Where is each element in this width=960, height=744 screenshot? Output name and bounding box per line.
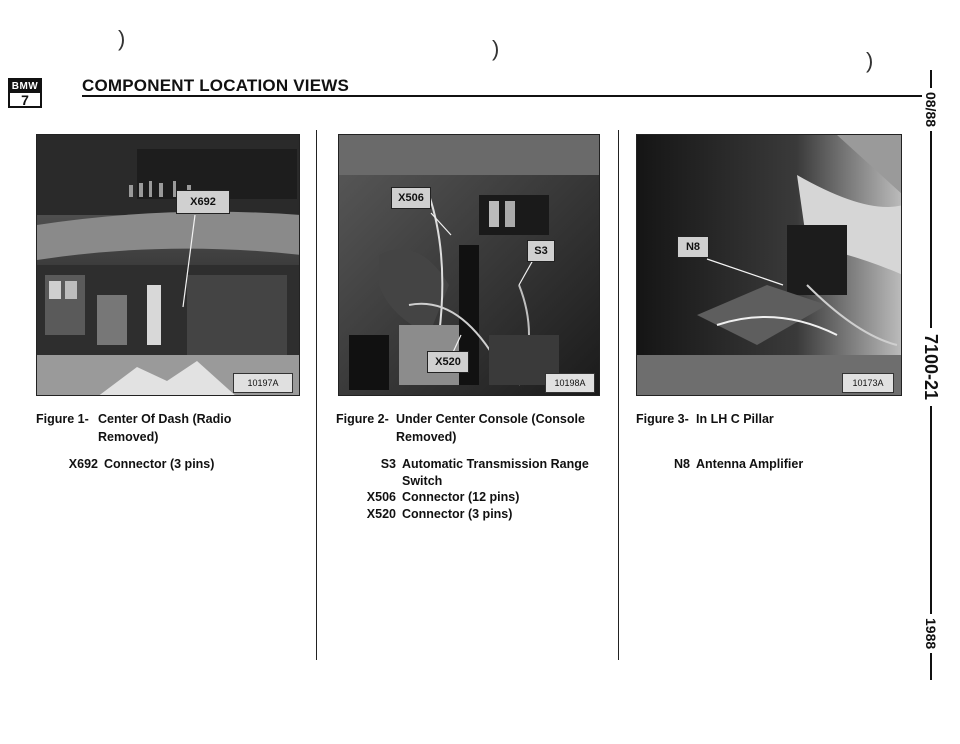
- figure-3-legend: [636, 456, 906, 473]
- legend-item: [336, 489, 616, 506]
- legend-desc: Switch: [402, 473, 443, 488]
- column-divider: [316, 130, 317, 660]
- legend-code: X506: [366, 490, 396, 504]
- logo-brand: BMW: [11, 81, 39, 92]
- legend-desc: Automatic Transmission Range: [402, 457, 589, 471]
- figure-2-caption: [336, 410, 616, 446]
- figure-1-legend: [36, 456, 306, 473]
- callout-x692: X692: [176, 190, 230, 214]
- figure-number: Figure 2-: [336, 412, 389, 426]
- caption-line: Removed): [98, 430, 159, 444]
- figure-2-photo: [338, 134, 600, 396]
- caption-line: Removed): [396, 430, 457, 444]
- scan-mark: ): [866, 48, 874, 73]
- caption-line: Under Center Console (Console: [396, 412, 585, 426]
- legend-code: S3: [380, 457, 396, 471]
- callout-n8: N8: [677, 236, 709, 258]
- figure-1-photo: [36, 134, 300, 396]
- margin-year: 1988: [922, 614, 940, 653]
- caption-line: In LH C Pillar: [696, 412, 774, 426]
- figure-3-photo: [636, 134, 902, 396]
- figure-3-caption: [636, 410, 906, 428]
- figure-number: Figure 3-: [636, 412, 689, 426]
- pillar-photo-illustration: [637, 135, 902, 396]
- console-photo-illustration: [339, 135, 600, 396]
- logo-series: 7: [21, 92, 29, 108]
- dash-photo-illustration: [37, 135, 300, 396]
- bmw-7-logo: [8, 78, 42, 108]
- photo-id-10173a: 10173A: [842, 373, 894, 393]
- legend-code: X520: [366, 506, 396, 521]
- page-title: COMPONENT LOCATION VIEWS: [82, 76, 350, 95]
- header-rule: [82, 95, 922, 97]
- scan-mark: ): [492, 36, 500, 61]
- legend-code: N8: [674, 457, 690, 471]
- margin-page-ref: 7100-21: [920, 328, 941, 406]
- column-divider: [618, 130, 619, 660]
- photo-id-10198a: 10198A: [545, 373, 595, 393]
- legend-code: X692: [68, 457, 98, 471]
- legend-item: [36, 456, 306, 473]
- figure-2-legend: [336, 456, 616, 522]
- scan-mark: ): [118, 26, 126, 51]
- figure-1-caption: [36, 410, 306, 446]
- margin-date: 08/88: [922, 88, 940, 131]
- photo-id-10197a: 10197A: [233, 373, 293, 393]
- legend-item: [636, 456, 906, 473]
- legend-desc: Connector (3 pins): [402, 506, 513, 521]
- legend-desc: Connector (12 pins): [402, 490, 520, 504]
- callout-x506: X506: [391, 187, 431, 209]
- callout-x520: X520: [427, 351, 469, 373]
- figure-number: Figure 1-: [36, 412, 89, 426]
- legend-desc: Antenna Amplifier: [696, 457, 804, 471]
- callout-s3: S3: [527, 240, 555, 262]
- legend-item: [336, 506, 616, 523]
- caption-line: Center Of Dash (Radio: [98, 412, 232, 426]
- legend-item: [336, 456, 616, 489]
- legend-desc: Connector (3 pins): [104, 457, 215, 471]
